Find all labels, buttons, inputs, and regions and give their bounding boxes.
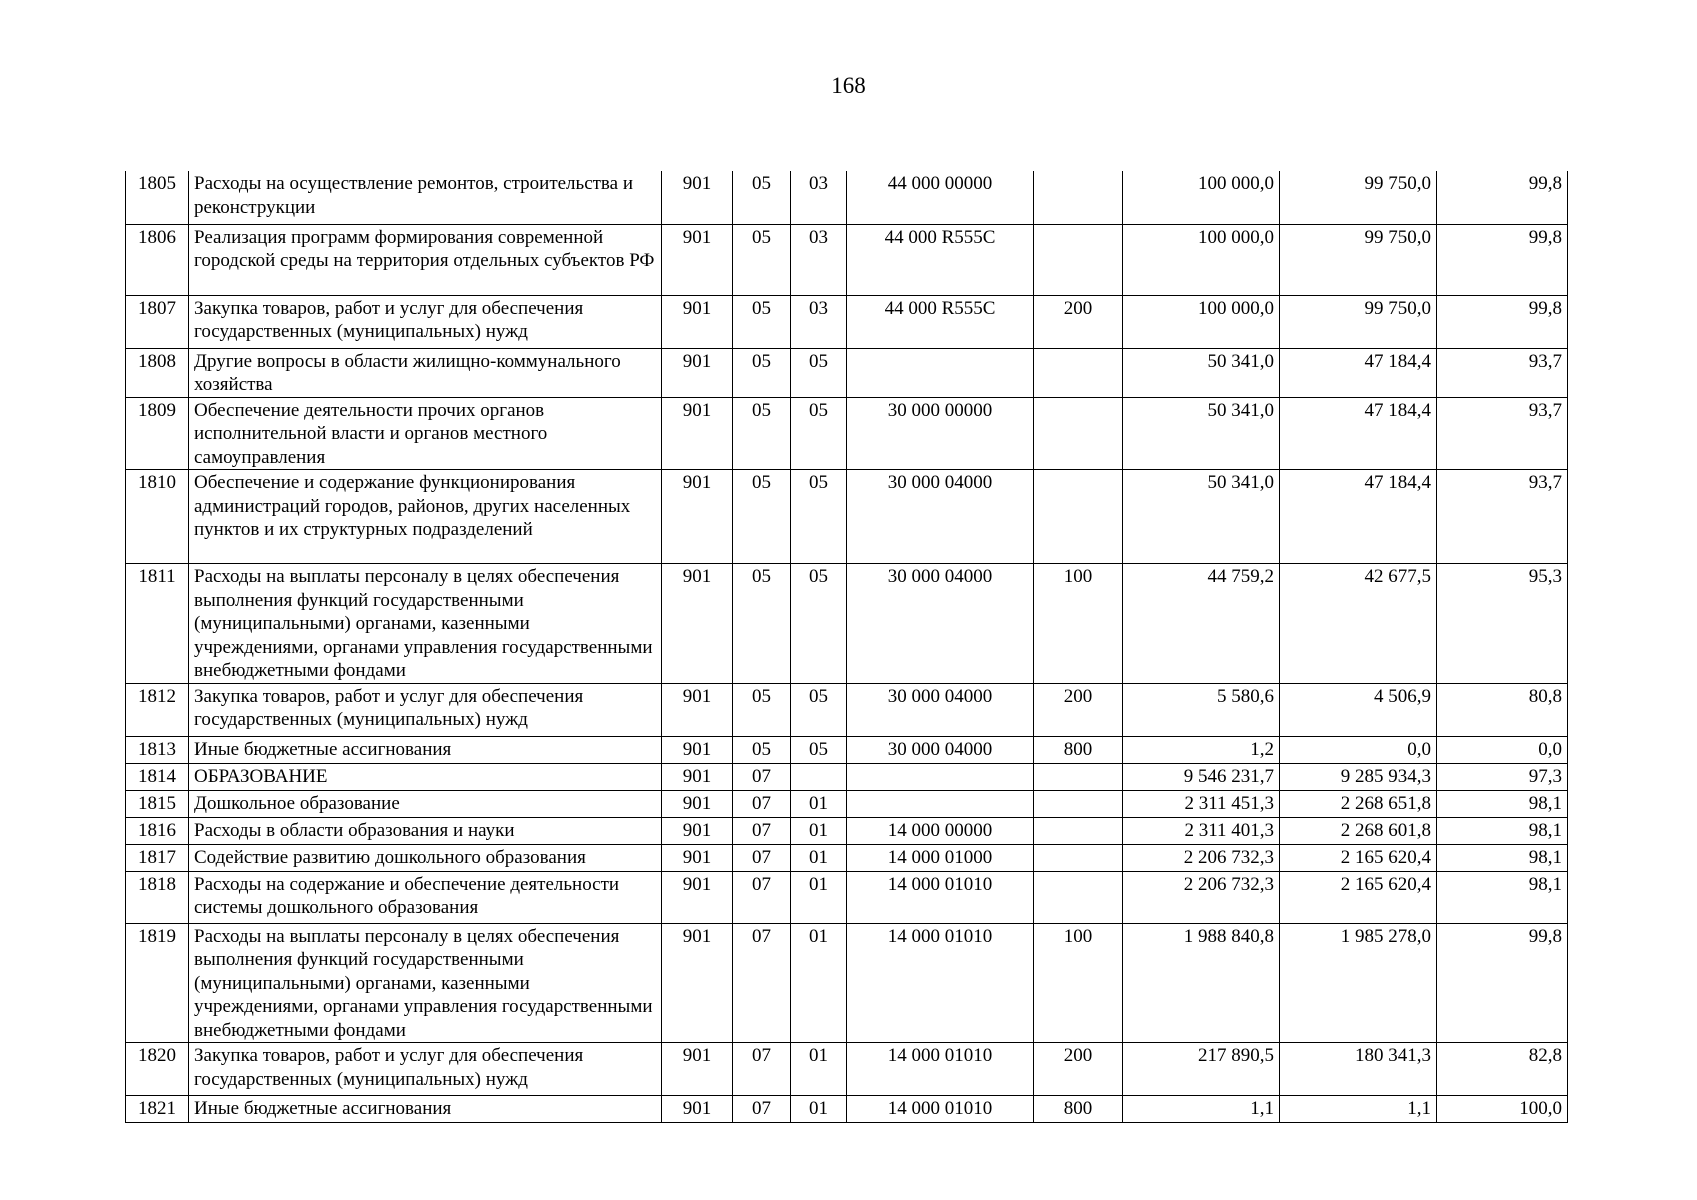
table-row (126, 817, 1568, 844)
row-expense-type: 100 (1034, 923, 1123, 1043)
row-expense-type: 800 (1034, 1096, 1123, 1123)
row-execution-percent: 97,3 (1437, 763, 1568, 790)
row-grbs-code: 901 (662, 871, 733, 923)
row-section-code: 05 (733, 683, 791, 736)
row-number: 1816 (126, 817, 189, 844)
row-subsection-code: 05 (791, 564, 847, 684)
row-section-code: 07 (733, 871, 791, 923)
row-section-code: 07 (733, 1043, 791, 1096)
row-actual-amount: 1,1 (1280, 1096, 1437, 1123)
row-expense-type: 200 (1034, 683, 1123, 736)
row-execution-percent: 99,8 (1437, 224, 1568, 295)
row-planned-amount: 1,1 (1123, 1096, 1280, 1123)
row-actual-amount: 99 750,0 (1280, 295, 1437, 348)
row-subsection-code: 01 (791, 923, 847, 1043)
row-grbs-code: 901 (662, 470, 733, 564)
row-grbs-code: 901 (662, 1043, 733, 1096)
row-planned-amount: 1,2 (1123, 736, 1280, 763)
row-planned-amount: 1 988 840,8 (1123, 923, 1280, 1043)
row-execution-percent: 99,8 (1437, 171, 1568, 224)
budget-table (125, 171, 1568, 1123)
row-expense-type (1034, 871, 1123, 923)
row-planned-amount: 100 000,0 (1123, 224, 1280, 295)
row-actual-amount: 9 285 934,3 (1280, 763, 1437, 790)
row-subsection-code: 01 (791, 790, 847, 817)
row-subsection-code: 05 (791, 470, 847, 564)
row-name: Другие вопросы в области жилищно-коммунального хозяйства (189, 348, 662, 397)
table-row (126, 1043, 1568, 1096)
row-expense-type (1034, 790, 1123, 817)
row-grbs-code: 901 (662, 817, 733, 844)
row-actual-amount: 1 985 278,0 (1280, 923, 1437, 1043)
row-execution-percent: 98,1 (1437, 790, 1568, 817)
row-subsection-code: 03 (791, 224, 847, 295)
row-section-code: 05 (733, 470, 791, 564)
row-section-code: 07 (733, 763, 791, 790)
row-name: Реализация программ формирования современной городской среды на территория отдельных субъектов РФ (189, 224, 662, 295)
row-number: 1815 (126, 790, 189, 817)
row-grbs-code: 901 (662, 295, 733, 348)
row-number: 1809 (126, 397, 189, 470)
table-row (126, 564, 1568, 684)
row-name: Расходы на выплаты персоналу в целях обеспечения выполнения функций государственными (муниципальными) органами, казенными учреждениями, органами управления государственными внебюджетными фондами (189, 564, 662, 684)
table-row (126, 790, 1568, 817)
row-number: 1811 (126, 564, 189, 684)
row-expense-type (1034, 397, 1123, 470)
row-planned-amount: 2 311 401,3 (1123, 817, 1280, 844)
row-subsection-code: 01 (791, 844, 847, 871)
row-target-article: 14 000 01010 (847, 1043, 1034, 1096)
row-target-article: 44 000 00000 (847, 171, 1034, 224)
row-grbs-code: 901 (662, 224, 733, 295)
row-actual-amount: 180 341,3 (1280, 1043, 1437, 1096)
row-grbs-code: 901 (662, 564, 733, 684)
row-actual-amount: 99 750,0 (1280, 171, 1437, 224)
row-actual-amount: 47 184,4 (1280, 348, 1437, 397)
row-execution-percent: 99,8 (1437, 923, 1568, 1043)
row-planned-amount: 2 206 732,3 (1123, 871, 1280, 923)
row-planned-amount: 100 000,0 (1123, 171, 1280, 224)
row-expense-type (1034, 844, 1123, 871)
row-section-code: 07 (733, 817, 791, 844)
row-grbs-code: 901 (662, 171, 733, 224)
row-number: 1806 (126, 224, 189, 295)
row-number: 1819 (126, 923, 189, 1043)
row-execution-percent: 93,7 (1437, 470, 1568, 564)
row-target-article: 14 000 01010 (847, 871, 1034, 923)
row-name: Расходы в области образования и науки (189, 817, 662, 844)
table-row (126, 397, 1568, 470)
row-target-article: 14 000 01000 (847, 844, 1034, 871)
row-name: Обеспечение и содержание функционирования администраций городов, районов, других населенных пунктов и их структурных подразделений (189, 470, 662, 564)
row-grbs-code: 901 (662, 923, 733, 1043)
row-number: 1813 (126, 736, 189, 763)
row-subsection-code (791, 763, 847, 790)
row-grbs-code: 901 (662, 844, 733, 871)
table-row (126, 763, 1568, 790)
row-name: Обеспечение деятельности прочих органов исполнительной власти и органов местного самоуправления (189, 397, 662, 470)
row-target-article: 30 000 04000 (847, 683, 1034, 736)
row-planned-amount: 50 341,0 (1123, 348, 1280, 397)
row-execution-percent: 80,8 (1437, 683, 1568, 736)
row-section-code: 05 (733, 295, 791, 348)
row-grbs-code: 901 (662, 1096, 733, 1123)
row-grbs-code: 901 (662, 763, 733, 790)
row-number: 1808 (126, 348, 189, 397)
row-name: Расходы на содержание и обеспечение деятельности системы дошкольного образования (189, 871, 662, 923)
row-number: 1820 (126, 1043, 189, 1096)
row-number: 1814 (126, 763, 189, 790)
row-target-article: 44 000 R555C (847, 224, 1034, 295)
row-actual-amount: 42 677,5 (1280, 564, 1437, 684)
row-target-article: 44 000 R555C (847, 295, 1034, 348)
row-actual-amount: 0,0 (1280, 736, 1437, 763)
row-number: 1805 (126, 171, 189, 224)
row-expense-type (1034, 348, 1123, 397)
row-execution-percent: 98,1 (1437, 871, 1568, 923)
row-number: 1821 (126, 1096, 189, 1123)
row-expense-type: 800 (1034, 736, 1123, 763)
row-grbs-code: 901 (662, 683, 733, 736)
row-execution-percent: 98,1 (1437, 817, 1568, 844)
row-target-article: 30 000 04000 (847, 736, 1034, 763)
table-row (126, 470, 1568, 564)
page-number: 168 (831, 73, 866, 98)
row-actual-amount: 47 184,4 (1280, 397, 1437, 470)
row-planned-amount: 2 206 732,3 (1123, 844, 1280, 871)
table-row (126, 1096, 1568, 1123)
row-name: Иные бюджетные ассигнования (189, 736, 662, 763)
row-planned-amount: 9 546 231,7 (1123, 763, 1280, 790)
row-actual-amount: 2 268 601,8 (1280, 817, 1437, 844)
row-execution-percent: 95,3 (1437, 564, 1568, 684)
row-execution-percent: 0,0 (1437, 736, 1568, 763)
table-row (126, 923, 1568, 1043)
row-section-code: 05 (733, 397, 791, 470)
row-target-article (847, 348, 1034, 397)
row-planned-amount: 50 341,0 (1123, 397, 1280, 470)
row-grbs-code: 901 (662, 348, 733, 397)
row-expense-type (1034, 224, 1123, 295)
row-section-code: 05 (733, 348, 791, 397)
table-row (126, 736, 1568, 763)
row-execution-percent: 99,8 (1437, 295, 1568, 348)
table-row (126, 683, 1568, 736)
row-subsection-code: 03 (791, 295, 847, 348)
row-target-article (847, 763, 1034, 790)
row-name: Закупка товаров, работ и услуг для обеспечения государственных (муниципальных) нужд (189, 683, 662, 736)
row-name: ОБРАЗОВАНИЕ (189, 763, 662, 790)
row-target-article: 30 000 00000 (847, 397, 1034, 470)
row-actual-amount: 4 506,9 (1280, 683, 1437, 736)
row-execution-percent: 93,7 (1437, 397, 1568, 470)
row-number: 1807 (126, 295, 189, 348)
row-section-code: 07 (733, 923, 791, 1043)
row-target-article (847, 790, 1034, 817)
row-planned-amount: 217 890,5 (1123, 1043, 1280, 1096)
row-name: Содействие развитию дошкольного образования (189, 844, 662, 871)
row-section-code: 07 (733, 844, 791, 871)
row-planned-amount: 100 000,0 (1123, 295, 1280, 348)
row-subsection-code: 05 (791, 736, 847, 763)
row-name: Расходы на осуществление ремонтов, строительства и реконструкции (189, 171, 662, 224)
row-target-article: 30 000 04000 (847, 470, 1034, 564)
row-expense-type (1034, 470, 1123, 564)
row-section-code: 07 (733, 1096, 791, 1123)
row-name: Расходы на выплаты персоналу в целях обеспечения выполнения функций государственными (муниципальными) органами, казенными учреждениями, органами управления государственными внебюджетными фондами (189, 923, 662, 1043)
row-expense-type: 100 (1034, 564, 1123, 684)
row-execution-percent: 93,7 (1437, 348, 1568, 397)
table-row (126, 844, 1568, 871)
table-row (126, 171, 1568, 224)
row-name: Иные бюджетные ассигнования (189, 1096, 662, 1123)
row-number: 1812 (126, 683, 189, 736)
row-actual-amount: 99 750,0 (1280, 224, 1437, 295)
row-subsection-code: 01 (791, 1043, 847, 1096)
row-expense-type: 200 (1034, 1043, 1123, 1096)
table-row (126, 295, 1568, 348)
row-planned-amount: 44 759,2 (1123, 564, 1280, 684)
row-planned-amount: 5 580,6 (1123, 683, 1280, 736)
row-execution-percent: 100,0 (1437, 1096, 1568, 1123)
row-grbs-code: 901 (662, 790, 733, 817)
row-actual-amount: 2 268 651,8 (1280, 790, 1437, 817)
row-planned-amount: 50 341,0 (1123, 470, 1280, 564)
row-section-code: 05 (733, 736, 791, 763)
row-subsection-code: 01 (791, 817, 847, 844)
row-section-code: 05 (733, 171, 791, 224)
row-subsection-code: 01 (791, 871, 847, 923)
row-actual-amount: 2 165 620,4 (1280, 844, 1437, 871)
row-actual-amount: 47 184,4 (1280, 470, 1437, 564)
row-target-article: 14 000 01010 (847, 1096, 1034, 1123)
table-row (126, 871, 1568, 923)
row-expense-type (1034, 171, 1123, 224)
row-section-code: 07 (733, 790, 791, 817)
row-planned-amount: 2 311 451,3 (1123, 790, 1280, 817)
row-subsection-code: 05 (791, 683, 847, 736)
row-target-article: 14 000 01010 (847, 923, 1034, 1043)
table-row (126, 224, 1568, 295)
row-section-code: 05 (733, 564, 791, 684)
table-body (126, 171, 1568, 1123)
row-execution-percent: 98,1 (1437, 844, 1568, 871)
row-expense-type (1034, 763, 1123, 790)
row-grbs-code: 901 (662, 397, 733, 470)
row-section-code: 05 (733, 224, 791, 295)
row-subsection-code: 05 (791, 348, 847, 397)
row-number: 1818 (126, 871, 189, 923)
row-expense-type (1034, 817, 1123, 844)
row-target-article: 30 000 04000 (847, 564, 1034, 684)
row-name: Дошкольное образование (189, 790, 662, 817)
row-subsection-code: 01 (791, 1096, 847, 1123)
row-execution-percent: 82,8 (1437, 1043, 1568, 1096)
table-row (126, 348, 1568, 397)
row-name: Закупка товаров, работ и услуг для обеспечения государственных (муниципальных) нужд (189, 295, 662, 348)
row-name: Закупка товаров, работ и услуг для обеспечения государственных (муниципальных) нужд (189, 1043, 662, 1096)
row-grbs-code: 901 (662, 736, 733, 763)
row-number: 1810 (126, 470, 189, 564)
row-subsection-code: 05 (791, 397, 847, 470)
row-actual-amount: 2 165 620,4 (1280, 871, 1437, 923)
row-number: 1817 (126, 844, 189, 871)
row-subsection-code: 03 (791, 171, 847, 224)
row-expense-type: 200 (1034, 295, 1123, 348)
row-target-article: 14 000 00000 (847, 817, 1034, 844)
